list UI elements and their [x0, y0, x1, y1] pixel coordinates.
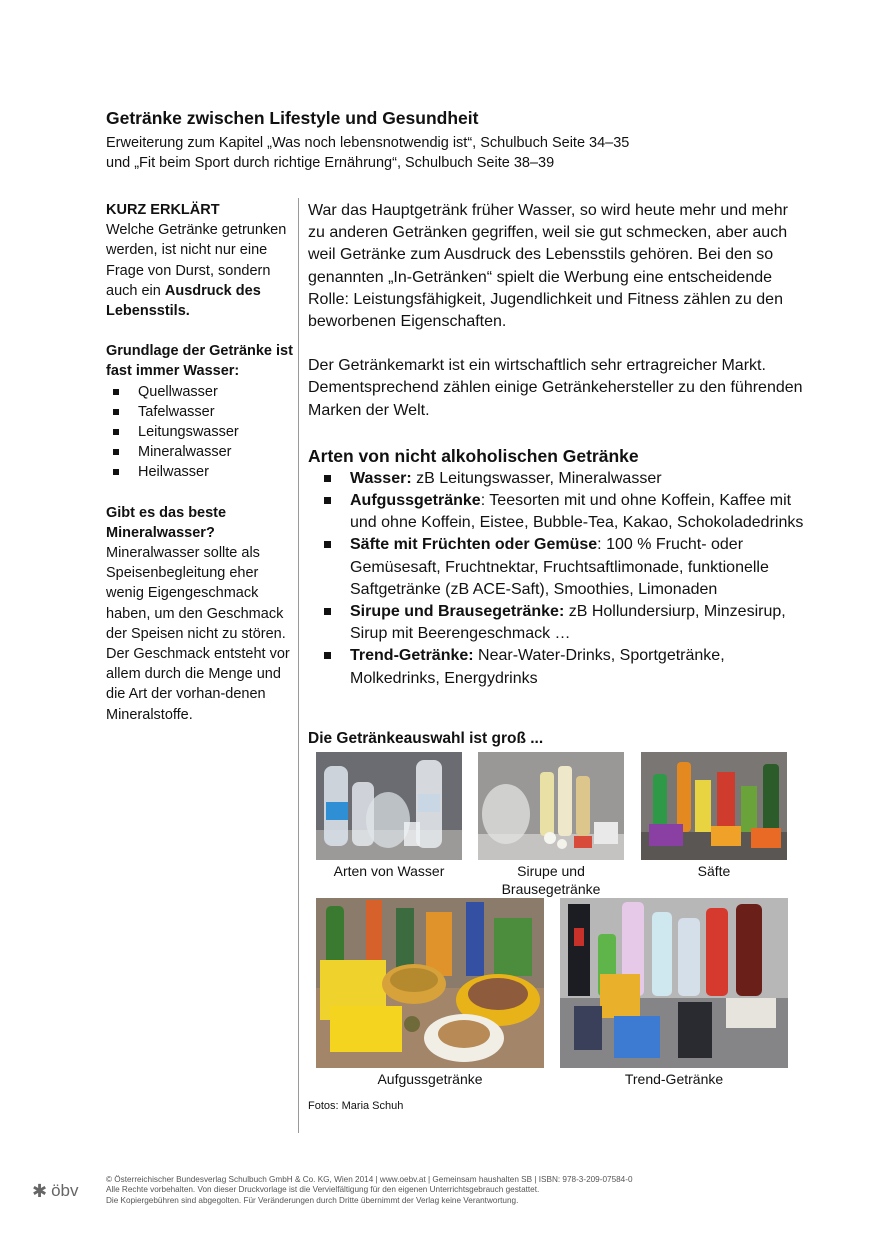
footer-line-1: © Österreichischer Bundesverlag Schulbuch GmbH & Co. KG, Wien 2014 | www.oebv.at | Gemeinsam haushalten SB | ISBN: 978-3-209-07584-0 — [106, 1175, 633, 1184]
caption-aufguss: Aufgussgetränke — [377, 1071, 483, 1087]
list-item: Aufgussgetränke: Teesorten mit und ohne Koffein, Kaffee mit und ohne Koffein, Eistee, Bubble-Tea, Kakao, Schokoladedrinks — [308, 490, 808, 534]
subtitle-line-2: und „Fit beim Sport durch richtige Ernährung“, Schulbuch Seite 38–39 — [106, 155, 555, 171]
caption-trend: Trend-Getränke — [624, 1071, 724, 1087]
kurz-erklaert-heading: KURZ ERKLÄRT — [106, 202, 220, 218]
kurz-erklaert-body: Welche Getränke getrunken werden, ist nicht nur eine Frage von Durst, sondern auch ein — [106, 222, 287, 299]
kurz-erklaert-text — [106, 220, 294, 321]
list-item: Quellwasser — [106, 382, 294, 402]
footer-line-2: Alle Rechte vorbehalten. Von dieser Druckvorlage ist die Vervielfältigung für den eigenen Unterrichtsgebrauch gestattet. — [106, 1185, 540, 1195]
photo-trend — [560, 898, 788, 1068]
section-title: Arten von nicht alkoholischen Getränke — [308, 445, 639, 466]
caption-sirupe-line-1: Sirupe und — [517, 863, 585, 879]
market-paragraph: Der Getränkemarkt ist ein wirtschaftlich sehr ertragreicher Markt. Dementsprechend zählen einige Getränkehersteller zu den führenden Marken der Welt. — [308, 357, 803, 419]
caption-sirupe — [478, 862, 624, 898]
page-title: Getränke zwischen Lifestyle und Gesundheit — [106, 108, 479, 128]
subtitle-line-1: Erweiterung zum Kapitel „Was noch lebensnotwendig ist“, Schulbuch Seite 34–35 — [106, 135, 630, 151]
list-item: Tafelwasser — [106, 402, 294, 422]
list-item: Heilwasser — [106, 462, 294, 482]
logo-wordmark: öbv — [51, 1181, 79, 1200]
caption-sirupe-line-2: Brausegetränke — [501, 881, 601, 897]
beste-mineralwasser-heading: Gibt es das beste Mineralwasser? — [106, 504, 227, 541]
list-item: Trend-Getränke: Near-Water-Drinks, Sportgetränke, Molkedrinks, Energydrinks — [308, 645, 808, 689]
list-item: Leitungswasser — [106, 422, 294, 442]
column-divider — [298, 198, 299, 1133]
list-item: Säfte mit Früchten oder Gemüse: 100 % Frucht- oder Gemüsesaft, Fruchtnektar, Fruchtsaftlimonade, funktionelle Saftgetränke (zB ACE-Saft), Smoothies, Limonaden — [308, 534, 808, 601]
publisher-logo — [32, 1181, 79, 1201]
photo-wasser — [316, 752, 462, 860]
logo-star-icon: ✱ — [32, 1181, 48, 1201]
intro-paragraph: War das Hauptgetränk früher Wasser, so wird heute mehr und mehr zu anderen Getränken gegriffen, weil sie gut schmecken, aber auch weil Getränke zum Ausdruck des Lebensstils gehören. Bei den so genannten „In-Getränken“ spielt die Werbung eine entscheidende Rolle: Leistungsfähigkeit, Jugendlichkeit und Fitness zählen zu den beworbenen Eigenschaften. — [308, 202, 788, 331]
list-item: Sirupe und Brausegetränke: zB Hollundersiurp, Minzesirup, Sirup mit Beerengeschmack … — [308, 601, 808, 645]
wasser-heading: Grundlage der Getränke ist fast immer Wasser: — [106, 343, 293, 380]
caption-wasser: Arten von Wasser — [333, 863, 445, 879]
caption-saefte: Säfte — [697, 863, 731, 879]
footer-line-3: Die Kopiergebühren sind abgegolten. Für Veränderungen durch Dritte übernimmt der Verlag keine Verantwortung. — [106, 1195, 519, 1205]
main-content — [308, 200, 808, 690]
photo-credit: Fotos: Maria Schuh — [308, 1100, 404, 1112]
photo-saefte — [641, 752, 787, 860]
gallery-title: Die Getränkeauswahl ist groß ... — [308, 730, 544, 747]
list-item: Wasser: zB Leitungswasser, Mineralwasser — [308, 468, 808, 490]
footer-legal — [106, 1175, 633, 1206]
beste-mineralwasser-text: Mineralwasser sollte als Speisenbegleitung eher wenig Eigengeschmack haben, um den Geschmack der Speisen nicht zu stören. Der Geschmack entsteht vor allem durch die Menge und die Art der vorhan-denen Mineralstoffe. — [106, 545, 290, 723]
kurz-erklaert-emphasis: Ausdruck des Lebensstils. — [106, 282, 261, 320]
photo-sirupe — [478, 752, 624, 860]
sidebar — [106, 200, 294, 725]
header — [106, 108, 806, 173]
drink-types-list — [308, 468, 808, 690]
photo-aufguss — [316, 898, 544, 1068]
wasser-list — [106, 382, 294, 483]
list-item: Mineralwasser — [106, 442, 294, 462]
